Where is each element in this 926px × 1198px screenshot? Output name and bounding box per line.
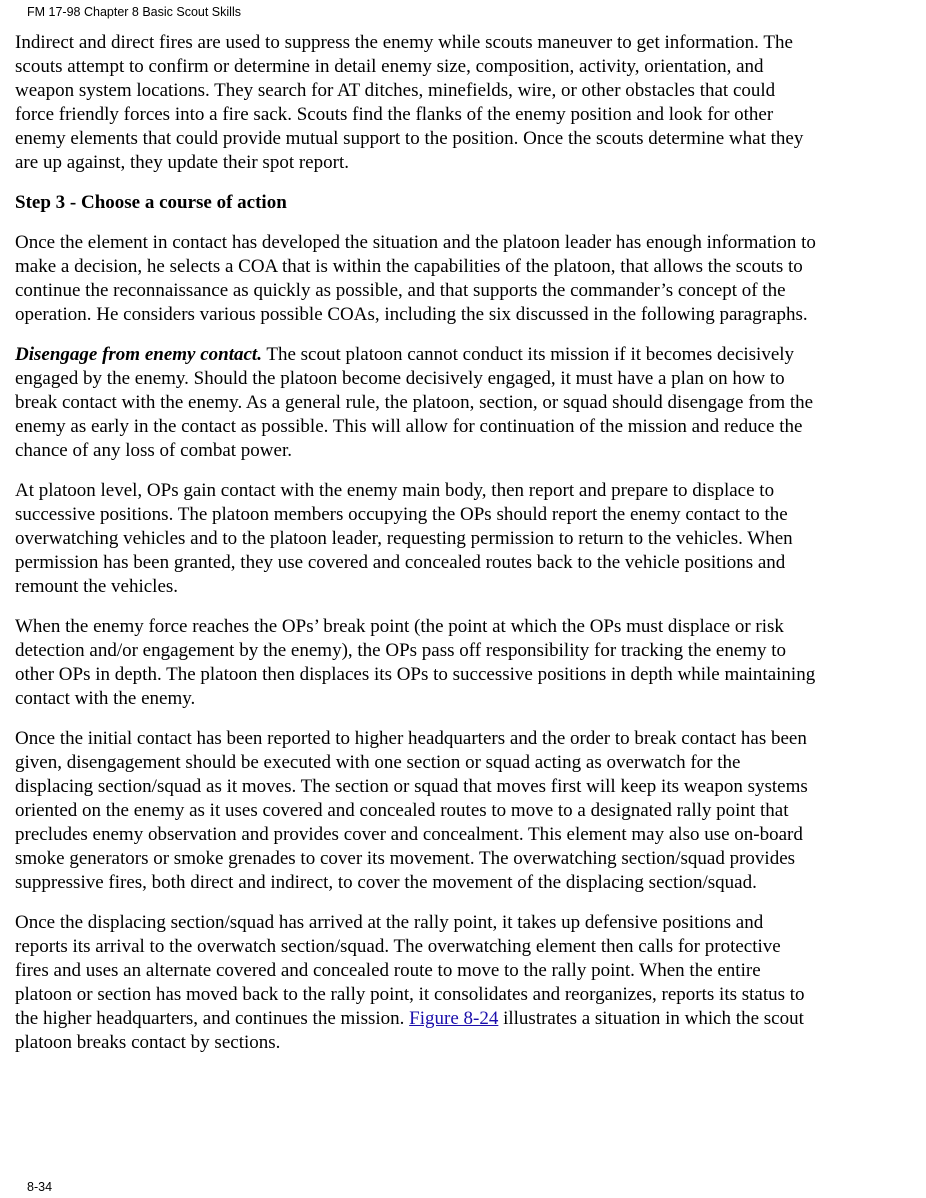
paragraph-line: make a decision, he selects a COA that is within the capabilities of the platoon, that allows the scouts to — [15, 256, 803, 277]
document-body — [15, 31, 915, 1071]
paragraph-3 — [15, 343, 915, 463]
line-text: The scout platoon cannot conduct its mission if it becomes decisively — [261, 344, 795, 365]
paragraph-line: When the enemy force reaches the OPs’ break point (the point at which the OPs must displace or risk — [15, 616, 784, 637]
paragraph-3-rest — [15, 367, 915, 463]
page-number: 8-34 — [27, 1180, 53, 1194]
paragraph-line: precludes enemy observation and provides cover and concealment. This element may also use on-board — [15, 824, 803, 845]
paragraph-line: platoon breaks contact by sections. — [15, 1032, 281, 1053]
paragraph-2 — [15, 231, 915, 327]
paragraph-line: smoke generators or smoke grenades to cover its movement. The overwatching section/squad provides — [15, 848, 796, 869]
paragraph-4 — [15, 479, 915, 599]
line-text: the higher headquarters, and continues the mission. — [15, 1008, 410, 1029]
paragraph-line: chance of any loss of combat power. — [15, 440, 292, 461]
paragraph-line: are up against, they update their spot report. — [15, 152, 349, 173]
paragraph-line: Once the element in contact has developed the situation and the platoon leader has enough information to — [15, 232, 816, 253]
paragraph-line: weapon system locations. They search for AT ditches, minefields, wire, or other obstacles that could — [15, 80, 776, 101]
running-header: FM 17-98 Chapter 8 Basic Scout Skills — [27, 5, 241, 19]
paragraph-line: detection and/or engagement by the enemy), the OPs pass off responsibility for tracking the enemy to — [15, 640, 787, 661]
paragraph-line: continue the reconnaissance as quickly as possible, and that supports the commander’s concept of the — [15, 280, 786, 301]
paragraph-line: successive positions. The platoon members occupying the OPs should report the enemy contact to the — [15, 504, 788, 525]
paragraph-line: break contact with the enemy. As a general rule, the platoon, section, or squad should disengage from the — [15, 392, 814, 413]
paragraph-line: permission has been granted, they use covered and concealed routes back to the vehicle positions and — [15, 552, 786, 573]
paragraph-line: At platoon level, OPs gain contact with the enemy main body, then report and prepare to displace to — [15, 480, 775, 501]
paragraph-5 — [15, 615, 915, 711]
paragraph-line: oriented on the enemy as it uses covered and concealed routes to move to a designated rally point that — [15, 800, 789, 821]
paragraph-line: enemy as early in the contact as possible. This will allow for continuation of the mission and reduce the — [15, 416, 803, 437]
paragraph-line: Indirect and direct fires are used to suppress the enemy while scouts maneuver to get information. The — [15, 32, 793, 53]
paragraph-line: enemy elements that could provide mutual support to the position. Once the scouts determine what they — [15, 128, 804, 149]
paragraph-line: other OPs in depth. The platoon then displaces its OPs to successive positions in depth while maintaining — [15, 664, 816, 685]
paragraph-line: overwatching vehicles and to the platoon leader, requesting permission to return to the vehicles. When — [15, 528, 793, 549]
paragraph-6 — [15, 727, 915, 895]
paragraph-line — [15, 1007, 915, 1031]
paragraph-line: given, disengagement should be executed with one section or squad acting as overwatch for the — [15, 752, 741, 773]
paragraph-7-lines — [15, 911, 915, 1007]
paragraph-line: remount the vehicles. — [15, 576, 179, 597]
section-heading: Step 3 - Choose a course of action — [15, 192, 287, 213]
line-text: illustrates a situation in which the scout — [498, 1008, 804, 1029]
paragraph-7 — [15, 911, 915, 1055]
paragraph-line: operation. He considers various possible COAs, including the six discussed in the following paragraphs. — [15, 304, 808, 325]
paragraph-line: Once the initial contact has been reported to higher headquarters and the order to break contact has been — [15, 728, 807, 749]
run-in-heading: Disengage from enemy contact. — [15, 344, 262, 365]
paragraph-line: platoon or section has moved back to the rally point, it consolidates and reorganizes, reports its status to — [15, 984, 805, 1005]
paragraph-line: force friendly forces into a fire sack. Scouts find the flanks of the enemy position and look for other — [15, 104, 774, 125]
paragraph-line: displacing section/squad as it moves. The section or squad that moves first will keep its weapon systems — [15, 776, 808, 797]
paragraph-line: suppressive fires, both direct and indirect, to cover the movement of the displacing section/squad. — [15, 872, 757, 893]
paragraph-line: fires and uses an alternate covered and concealed route to move to the rally point. When the entire — [15, 960, 761, 981]
paragraph-line: engaged by the enemy. Should the platoon become decisively engaged, it must have a plan on how to — [15, 368, 785, 389]
paragraph-line: reports its arrival to the overwatch section/squad. The overwatching element then calls for protective — [15, 936, 781, 957]
paragraph-line — [15, 343, 915, 367]
figure-8-24-link[interactable]: Figure 8-24 — [409, 1008, 499, 1029]
paragraph-line: Once the displacing section/squad has arrived at the rally point, it takes up defensive positions and — [15, 912, 764, 933]
paragraph-line: contact with the enemy. — [15, 688, 196, 709]
paragraph-1 — [15, 31, 915, 175]
paragraph-line: scouts attempt to confirm or determine in detail enemy size, composition, activity, orientation, and — [15, 56, 764, 77]
